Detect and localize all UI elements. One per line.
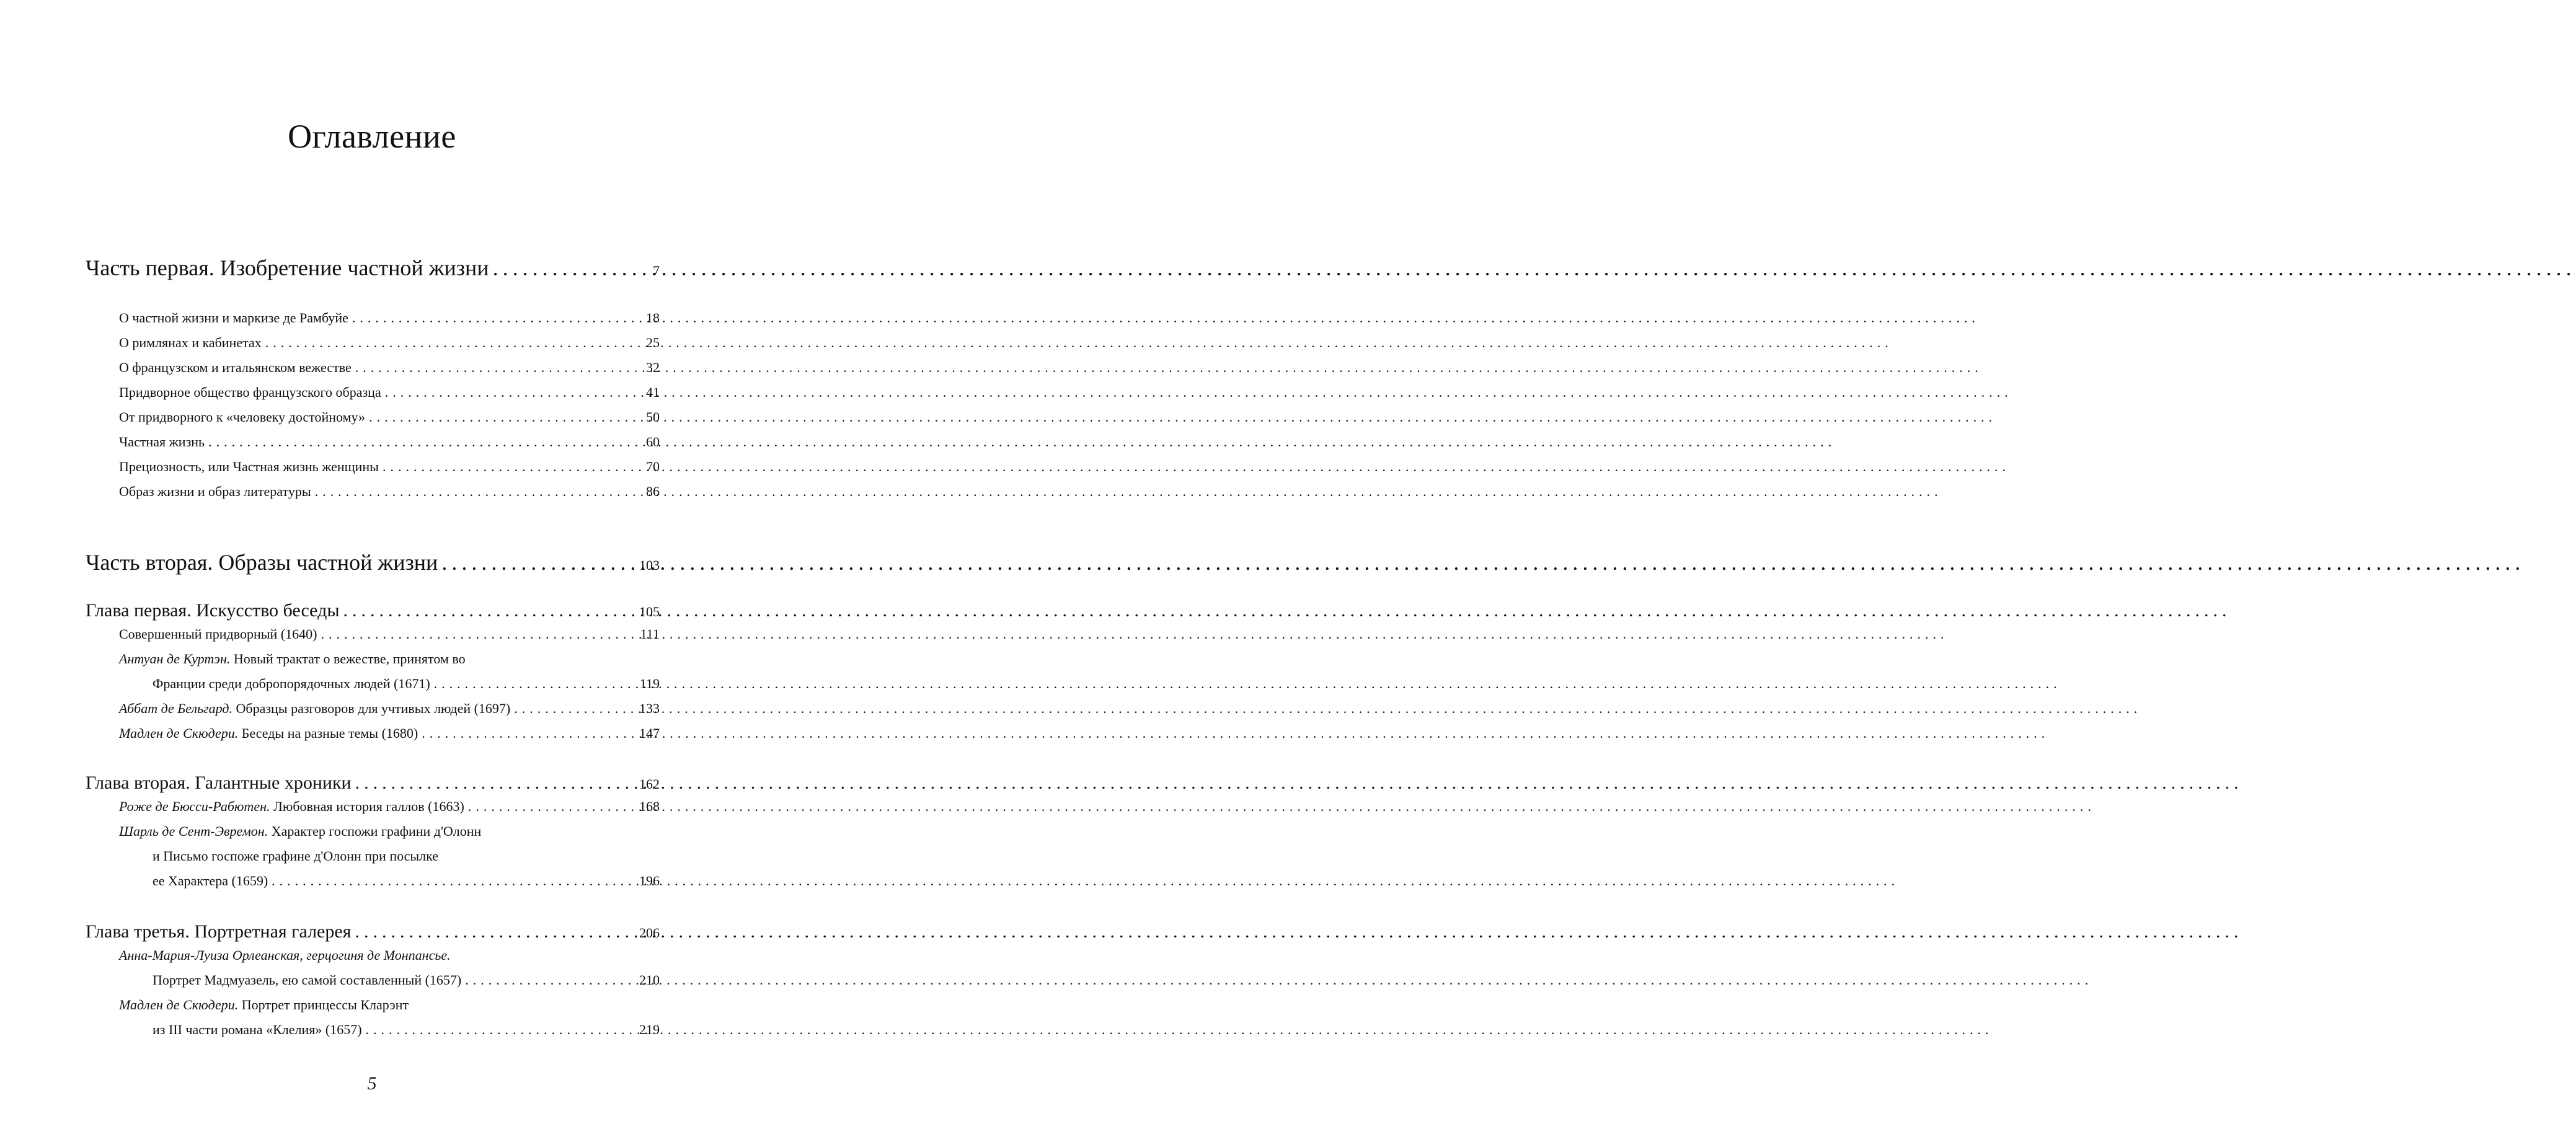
dot-leader [434,675,637,693]
page-ref: 70 [646,459,660,474]
toc-entry [153,675,660,693]
dot-leader [315,482,644,501]
entry-title-continued: Портрет Мадмуазель, ею самой составленный (1657) [153,972,462,988]
dot-leader [369,408,644,427]
page-ref: 147 [639,725,660,741]
toc-chapter-heading [86,599,660,624]
toc-entry [119,797,660,816]
page-title: Оглавление [288,118,456,155]
toc-entry [119,482,660,501]
entry-author: Мадлен де Скюдери. [119,997,239,1012]
entry-title: Образцы разговоров для учтивых людей (1697) [236,701,511,716]
toc-entry [119,408,660,427]
toc-entry [153,971,660,990]
toc-entry [119,625,660,644]
dot-leader [514,699,637,718]
toc-chapter-heading [86,771,660,796]
page-ref: 105 [639,604,660,619]
dot-leader [493,254,650,281]
entry-author: Мадлен де Скюдери. [119,725,239,741]
dot-leader [343,599,637,622]
page-ref: 219 [639,1022,660,1037]
table-of-contents [0,0,744,1147]
dot-leader [366,1021,637,1039]
entry-title: Новый трактат о вежестве, принятом во [233,651,466,666]
entry-title-continued: и Письмо госпоже графине д'Олонн при посылке [153,848,439,864]
entry-title-continued: из III части романа «Клелия» (1657) [153,1022,362,1037]
page-ref: 41 [646,384,660,400]
page-ref: 133 [639,701,660,716]
dot-leader [321,625,637,644]
toc-part-heading [86,254,660,285]
page-number: 5 [367,1073,377,1094]
toc-entry [153,872,660,890]
toc-entry [119,309,660,327]
dot-leader [355,771,637,795]
dot-leader [383,458,644,476]
dot-leader [272,872,637,890]
dot-leader [465,971,637,990]
toc-entry-line [119,650,466,668]
page-ref: 60 [646,434,660,450]
entry-author: Шарль де Сент-Эвремон. [119,823,268,839]
entry-title: Портрет принцессы Кларэнт [241,997,409,1012]
entry-title-continued: ее Характера (1659) [153,873,268,888]
dot-leader [355,920,637,944]
entry-title: От придворного к «человеку достойному» [119,409,366,425]
toc-entry-line [119,996,409,1014]
entry-title-wrap [119,699,510,718]
entry-author: Роже де Бюсси-Рабютен. [119,799,270,814]
entry-title-continued: Франции среди добропорядочных людей (1671) [153,676,430,691]
dot-leader [441,549,637,576]
toc-entry-line [119,822,481,841]
page-ref: 86 [646,484,660,499]
chapter-title: Глава третья. Портретная галерея [86,921,352,942]
dot-leader [385,383,644,402]
toc-chapter-heading [86,920,660,945]
dot-leader [468,797,637,816]
chapter-title: Глава первая. Искусство беседы [86,600,340,621]
dot-leader [352,309,644,327]
page-ref: 7 [653,263,660,278]
page-ref: 25 [646,335,660,350]
entry-title: О французском и итальянском вежестве [119,360,352,375]
entry-title-wrap [119,797,464,816]
page-ref: 168 [639,799,660,814]
toc-entry [119,458,660,476]
toc-part-heading [86,549,660,579]
entry-title: Прециозность, или Частная жизнь женщины [119,459,379,474]
dot-leader [208,433,644,451]
entry-author: Анна-Мария-Луиза Орлеанская, герцогиня де Монпансье. [119,947,451,963]
toc-entry [119,358,660,377]
entry-title: Придворное общество французского образца [119,384,381,400]
page-ref: 162 [639,776,660,792]
entry-title: Беседы на разные темы (1680) [241,725,418,741]
part-title: Часть вторая. Образы частной жизни [86,550,438,575]
entry-title: Любовная история галлов (1663) [273,799,464,814]
toc-entry-line [119,946,451,965]
page-ref: 111 [640,626,660,642]
page-ref: 210 [639,972,660,988]
entry-title: О частной жизни и маркизе де Рамбуйе [119,310,348,326]
entry-title: Частная жизнь [119,434,205,450]
entry-title: Характер госпожи графини д'Олонн [271,823,482,839]
chapter-title: Глава вторая. Галантные хроники [86,773,352,793]
entry-author: Антуан де Куртэн. [119,651,231,666]
toc-entry [119,699,660,718]
toc-entry [119,334,660,352]
dot-leader [422,724,637,743]
entry-author: Аббат де Бельгард. [119,701,233,716]
part-title: Часть первая. Изобретение частной жизни [86,255,489,280]
toc-entry [119,383,660,402]
page-ref: 50 [646,409,660,425]
page-ref: 206 [639,925,660,941]
entry-title-wrap [119,724,418,743]
page-ref: 119 [639,676,660,691]
entry-title: Образ жизни и образ литературы [119,484,311,499]
page-ref: 196 [639,873,660,888]
toc-entry-line [153,847,438,866]
toc-entry [153,1021,660,1039]
toc-entry [119,433,660,451]
page-ref: 103 [639,557,660,573]
toc-entry [119,724,660,743]
page-ref: 32 [646,360,660,375]
dot-leader [265,334,644,352]
entry-title: О римлянах и кабинетах [119,335,262,350]
page-ref: 18 [646,310,660,326]
dot-leader [355,358,644,377]
entry-title: Совершенный придворный (1640) [119,626,317,642]
